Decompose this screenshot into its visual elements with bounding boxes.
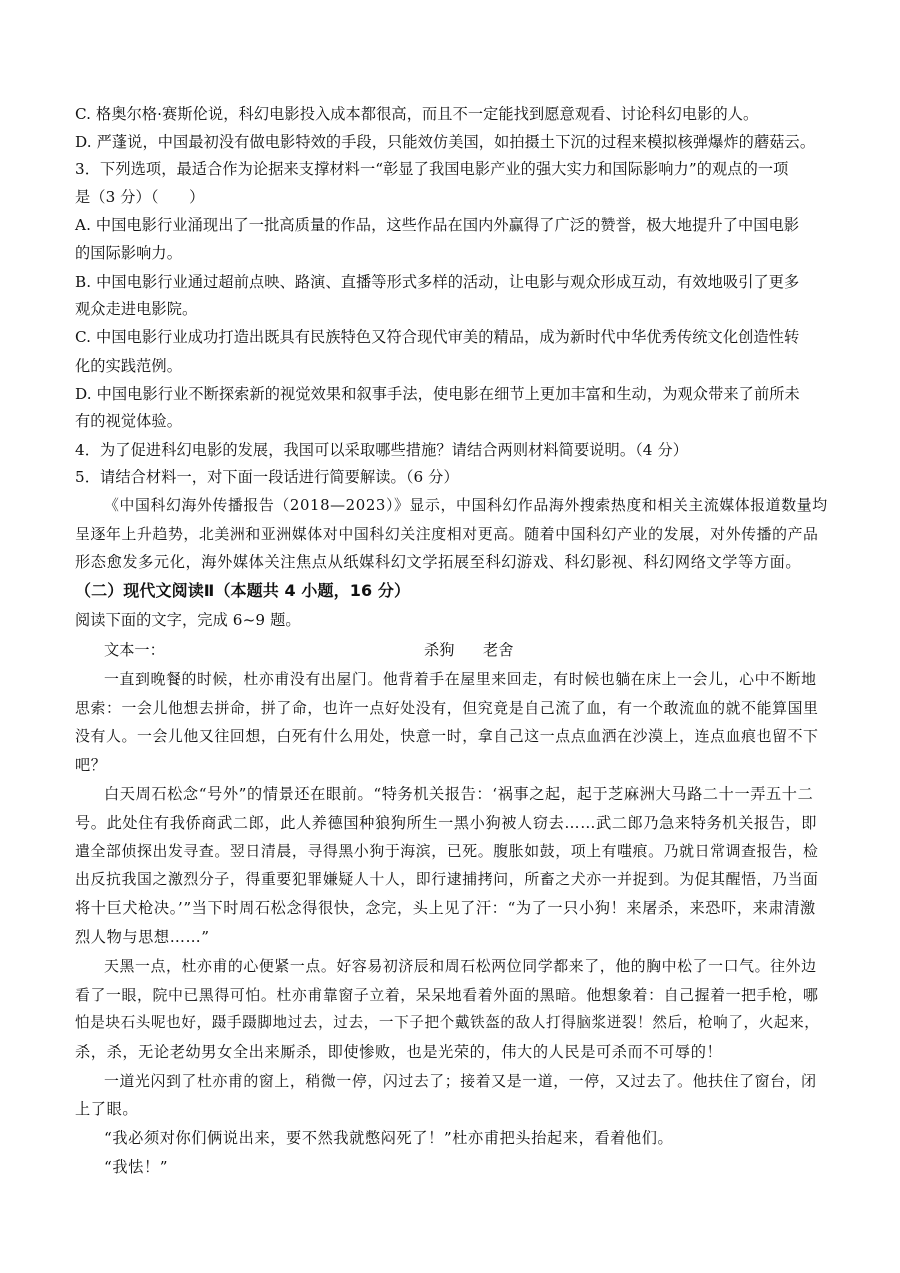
story-line: 一道光闪到了杜亦甫的窗上，稍微一停，闪过去了；接着又是一道，一停，又过去了。他扶住了窗台，闭 [104, 1072, 817, 1090]
question-3-line-1: 3．下列选项，最适合作为论据来支撑材料一“彰显了我国电影产业的强大实力和国际影响力”的观点的一项 [75, 160, 789, 178]
q3-option-a-line-2: 的国际影响力。 [75, 244, 183, 262]
section-heading: （二）现代文阅读Ⅱ（本题共 4 小题，16 分） [75, 581, 411, 600]
quote-line-3: 形态愈发多元化，海外媒体关注焦点从纸媒科幻文学拓展至科幻游戏、科幻影视、科幻网络文学等方面。 [75, 553, 802, 571]
story-line: “我怯！” [104, 1158, 169, 1176]
story-line: 天黑一点，杜亦甫的心便紧一点。好容易初济辰和周石松两位同学都来了，他的胸中松了一口气。往外边 [104, 957, 817, 975]
story-line: 看了一眼，院中已黑得可怕。杜亦甫靠窗子立着，呆呆地看着外面的黑暗。他想象着：自己握着一把手枪，哪 [75, 986, 819, 1004]
q3-option-a-line-1: A. 中国电影行业涌现出了一批高质量的作品，这些作品在国内外赢得了广泛的赞誉，极大地提升了中国电影 [75, 216, 800, 234]
instruction: 阅读下面的文字，完成 6~9 题。 [75, 611, 301, 629]
story-line: 烈人物与思想……” [75, 928, 210, 946]
q3-option-b-line-1: B. 中国电影行业通过超前点映、路演、直播等形式多样的活动，让电影与观众形成互动，有效地吸引了更多 [75, 273, 800, 291]
story-line: 吧？ [75, 756, 107, 774]
question-3-line-2: 是（3 分）（ ） [75, 188, 205, 206]
story-line: 将十巨犬枪决。’”当下时周石松念得很快，念完，头上见了汗：“为了一只小狗！来屠杀，来恐吓，来肃清激 [75, 899, 816, 917]
option-d-line: D. 严蓬说，中国最初没有做电影特效的手段，只能效仿美国，如拍摄土下沉的过程来模拟核弹爆炸的蘑菇云。 [75, 133, 816, 151]
story-title-row [104, 640, 827, 660]
story-line: 杀，杀，无论老幼男女全出来厮杀，即使惨败，也是光荣的，伟大的人民是可杀而不可辱的！ [75, 1043, 723, 1061]
story-line: 出反抗我国之激烈分子，得重要犯罪嫌疑人十人，即行逮捕拷问，所畜之犬亦一并捉到。为促其醒悟，乃当面 [75, 870, 819, 888]
q3-option-d-line-1: D. 中国电影行业不断探索新的视觉效果和叙事手法，使电影在细节上更加丰富和生动，为观众带来了前所未 [75, 385, 800, 403]
q3-option-d-line-2: 有的视觉体验。 [75, 412, 183, 430]
story-line: “我必须对你们俩说出来，要不然我就憋闷死了！”杜亦甫把头抬起来，看着他们。 [104, 1129, 674, 1147]
story-author: 老舍 [483, 641, 514, 659]
story-line: 上了眼。 [75, 1100, 139, 1118]
q3-option-c-line-1: C. 中国电影行业成功打造出既具有民族特色又符合现代审美的精品，成为新时代中华优秀传统文化创造性转 [75, 328, 800, 346]
story-line: 白天周石松念“号外”的情景还在眼前。“特务机关报告：‘祸事之起，起于芝麻洲大马路二十一弄五十二 [104, 785, 814, 803]
q3-option-c-line-2: 化的实践范例。 [75, 357, 183, 375]
option-c-line: C. 格奥尔格·赛斯伦说，科幻电影投入成本都很高，而且不一定能找到愿意观看、讨论科幻电影的人。 [75, 105, 759, 123]
quote-line-1: 《中国科幻海外传播报告（2018—2023）》显示，中国科幻作品海外搜索热度和相关主流媒体报道数量均 [104, 496, 828, 514]
q3-option-b-line-2: 观众走进电影院。 [75, 300, 198, 318]
story-line: 遣全部侦探出发寻查。翌日清晨，寻得黑小狗于海滨，已死。腹胀如鼓，项上有嗤痕。乃就日常调查报告，检 [75, 842, 819, 860]
story-line: 思索：一会儿他想去拼命，拼了命，也许一点好处没有，但究竟是自己流了血，有一个敢流血的就不能算国里 [75, 699, 819, 717]
story-line: 号。此处住有我侨商武二郎，此人养德国种狼狗所生一黑小狗被人窃去……武二郎乃急来特务机关报告，即 [75, 814, 818, 832]
quote-line-2: 呈逐年上升趋势，北美洲和亚洲媒体对中国科幻关注度相对更高。随着中国科幻产业的发展，对外传播的产品 [75, 525, 819, 543]
story-line: 怕是块石头呢也好，蹑手蹑脚地过去，过去，一下子把个戴铁盔的敌人打得脑浆迸裂！然后，枪响了，火起来， [75, 1014, 820, 1031]
story-line: 没有人。一会儿他又往回想，白死有什么用处，快意一时，拿自己这一点点血洒在沙漠上，连点血痕也留不下 [75, 727, 819, 745]
story-line: 一直到晚餐的时候，杜亦甫没有出屋门。他背着手在屋里来回走，有时候也躺在床上一会儿，心中不断地 [104, 670, 817, 688]
question-5: 5．请结合材料一，对下面一段话进行简要解读。（6 分） [75, 468, 459, 486]
text-label: 文本一： [104, 641, 165, 659]
story-title: 杀狗 [424, 641, 455, 659]
question-4: 4．为了促进科幻电影的发展，我国可以采取哪些措施？请结合两则材料简要说明。（4 分） [75, 441, 689, 459]
